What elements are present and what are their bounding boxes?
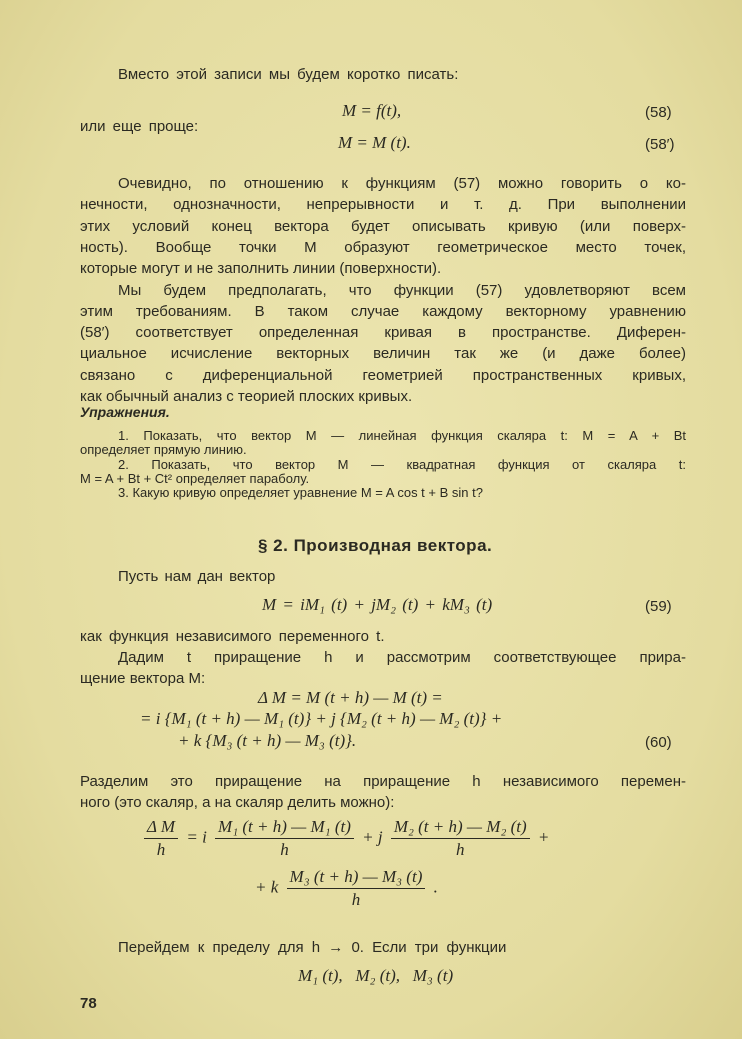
p1-line: нечности, однозначности, непрерывности и т. д. При выполнении — [80, 196, 686, 214]
divide-line-1: Разделим это приращение на приращение h независимого перемен- — [80, 773, 686, 790]
page-number: 78 — [80, 995, 97, 1012]
plus-k: + k — [255, 877, 279, 897]
fraction-3-denominator: h — [351, 890, 361, 909]
period: . — [433, 877, 438, 897]
lhs-numerator: Δ M — [144, 818, 178, 839]
equation-58: M = f(t), — [342, 101, 402, 120]
lhs-denominator: h — [156, 840, 166, 859]
p2-line: как обычный анализ с теорией плоских кривых. — [80, 388, 413, 405]
equation-58-label: (58) — [645, 104, 672, 121]
or-simpler-text: или еще проще: — [80, 118, 199, 135]
p2-line: циальное исчисление векторных величин так же (и даже более) — [80, 345, 686, 363]
exercises-title: Упражнения. — [80, 404, 170, 420]
section-heading: § 2. Производная вектора. — [258, 536, 493, 555]
fraction-2-denominator: h — [455, 840, 465, 859]
fraction-3-numerator: M₃ (t + h) — M₃ (t) — [287, 868, 426, 889]
exercise-line: 3. Какую кривую определяет уравнение M = A cos t + B sin t? — [118, 485, 483, 500]
equation-58-prime: M = M (t). — [338, 133, 411, 152]
intro-line: Вместо этой записи мы будем коротко писать: — [118, 66, 459, 83]
p1-line: этих условий конец вектора будет описывать кривую (или поверх- — [80, 217, 686, 235]
equation-60-label: (60) — [645, 734, 672, 751]
p2-line: этим требованиям. В таком случае каждому векторному уравнению — [80, 302, 686, 320]
exercise-line: определяет прямую линию. — [80, 442, 247, 457]
give-line-2: щение вектора M: — [80, 670, 206, 687]
equation-59: M = iM₁ (t) + jM₂ (t) + kM₃ (t) — [262, 595, 493, 614]
equation-60-line-2: = i {M₁ (t + h) — M₁ (t)} + j {M₂ (t + h) — M₂ (t)} + — [140, 709, 503, 728]
plus: + — [537, 827, 550, 847]
equation-59-label: (59) — [645, 598, 672, 615]
exercise-line: M = A + Bt + Ct² определяет параболу. — [80, 471, 310, 486]
equation-difference-quotient-cont — [255, 868, 438, 909]
p2-line: (58′) соответствует определенная кривая в пространстве. Диферен- — [80, 324, 686, 342]
functions-line: M₁ (t), M₂ (t), M₃ (t) — [298, 966, 454, 985]
p2-line: Мы будем предполагать, что функции (57) удовлетворяют всем — [118, 281, 686, 299]
p1-line: ность). Вообще точки M образуют геометрическое место точек, — [80, 238, 686, 256]
equation-58-prime-label: (58′) — [645, 136, 675, 153]
fraction-1-denominator: h — [280, 840, 289, 859]
plus-j: + j — [362, 827, 383, 847]
give-line-1: Дадим t приращение h и рассмотрим соответствующее прира- — [118, 649, 686, 666]
p1-line: которые могут и не заполнить линии (поверхности). — [80, 260, 442, 278]
fraction-1-numerator: M₁ (t + h) — M₁ (t) — [215, 818, 354, 839]
equation-difference-quotient — [140, 818, 549, 859]
divide-line-2: ного (это скаляр, а на скаляр делить можно): — [80, 794, 395, 811]
p1-line: Очевидно, по отношению к функциям (57) можно говорить о ко- — [118, 175, 686, 192]
as-function-line: как функция независимого переменного t. — [80, 628, 385, 645]
exercise-line: 2. Показать, что вектор M — квадратная функция от скаляра t: — [118, 457, 686, 472]
p2-line: связано с диференциальной геометрией пространственных кривых, — [80, 366, 686, 384]
limit-line: Перейдем к пределу для h → 0. Если три функции — [118, 939, 507, 956]
exercise-line: 1. Показать, что вектор M — линейная функция скаляра t: M = A + Bt — [118, 428, 686, 443]
equals-i: = i — [186, 827, 207, 847]
let-line: Пусть нам дан вектор — [118, 568, 276, 585]
equation-60-line-1: Δ M = M (t + h) — M (t) = — [258, 688, 443, 707]
fraction-2-numerator: M₂ (t + h) — M₂ (t) — [391, 818, 530, 839]
equation-60-line-3: + k {M₃ (t + h) — M₃ (t)}. — [178, 731, 357, 750]
